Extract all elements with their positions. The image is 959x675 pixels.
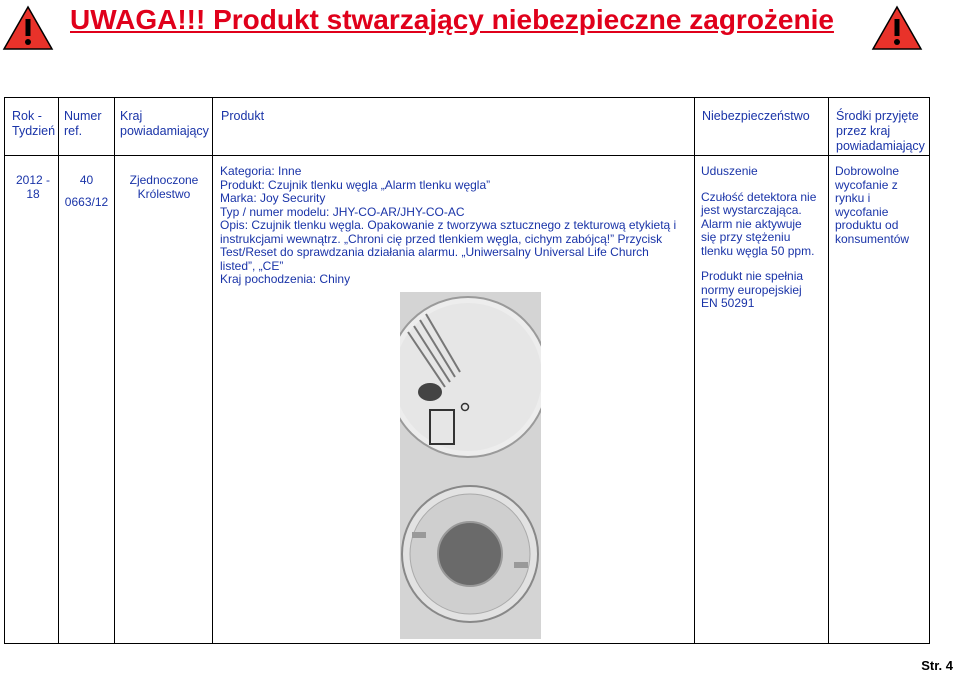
banner-title: UWAGA!!! Produkt stwarzający niebezpieczne zagrożenie	[70, 4, 834, 35]
product-model: Typ / numer modelu: JHY-CO-AR/JHY-CO-AC	[220, 204, 465, 219]
header-week: Rok - Tydzień	[12, 109, 56, 138]
column-divider	[212, 98, 213, 643]
product-origin: Kraj pochodzenia: Chiny	[220, 272, 351, 286]
product-category: Kategoria: Inne	[220, 164, 302, 178]
product-description: Opis: Czujnik tlenku węgla. Opakowanie z tworzywa sztucznego z tekturową etykietą i instrukcjami wewnątrz. „Chroni cię przed tlenkiem węgla, cichym zabójcą!” Przycisk Test/Reset do sprawdzania działania alarmu. „Uniwersalny Universal Life Church listed”, „CE”	[220, 218, 677, 273]
header-product: Produkt	[221, 109, 265, 123]
cell-product-details	[220, 165, 685, 287]
cell-country: Zjednoczone Królestwo	[129, 173, 199, 201]
page-number: Str. 4	[921, 658, 953, 673]
cell-week: 2012 - 18	[15, 173, 51, 201]
warning-triangle-icon	[2, 4, 54, 52]
header-measures: Środki przyjęte przez kraj powiadamiający	[836, 109, 925, 153]
cell-measures: Dobrowolne wycofanie z rynku i wycofanie produktu od konsumentów	[835, 164, 910, 246]
header-danger: Niebezpieczeństwo	[702, 109, 810, 123]
column-divider	[114, 98, 115, 643]
column-divider	[694, 98, 695, 643]
column-divider	[828, 98, 829, 643]
product-brand: Marka: Joy Security	[220, 191, 326, 205]
product-photo	[400, 292, 541, 639]
cell-ref-code: 0663/12	[64, 195, 109, 209]
header-ref: Numer ref.	[64, 109, 102, 138]
product-name: Produkt: Czujnik tlenku węgla „Alarm tlenku węgla”	[220, 177, 491, 192]
cell-ref-number: 40	[79, 173, 94, 187]
danger-standard: Produkt nie spełnia normy europejskiej EN 50291	[701, 269, 804, 310]
danger-type: Uduszenie	[701, 164, 758, 178]
header-country: Kraj powiadamiający	[120, 109, 209, 138]
warning-triangle-icon	[871, 4, 923, 52]
warning-banner	[0, 0, 959, 52]
danger-detail: Czułość detektora nie jest wystarczająca. Alarm nie aktywuje się przy stężeniu tlenku węgla 50 ppm.	[701, 189, 817, 258]
cell-danger	[701, 165, 819, 311]
